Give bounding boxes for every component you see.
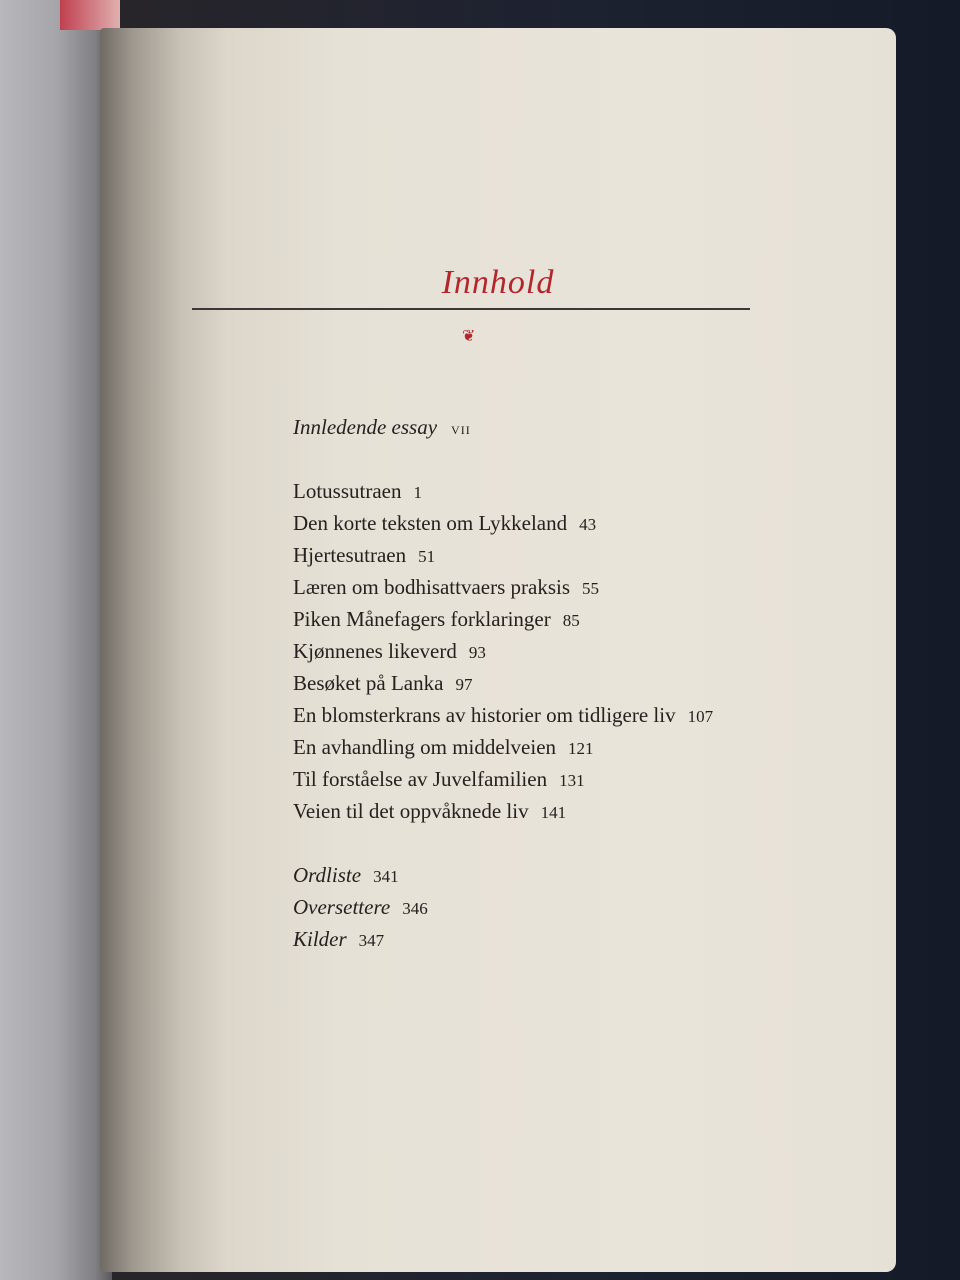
toc-page: 131: [559, 771, 585, 790]
toc-title: Veien til det oppvåknede liv: [293, 799, 529, 823]
toc-entry: [293, 667, 713, 699]
toc-entry: [293, 507, 713, 539]
toc-title: En avhandling om middelveien: [293, 735, 557, 759]
toc-page: 341: [373, 867, 399, 886]
toc-entry: [293, 923, 713, 955]
toc-title: Ordliste: [293, 863, 362, 887]
toc-entry: [293, 635, 713, 667]
toc-page: 141: [540, 803, 567, 822]
toc-page: 51: [418, 547, 436, 566]
toc-title: Kjønnenes likeverd: [293, 639, 457, 663]
toc-title: Piken Månefagers forklaringer: [293, 607, 551, 631]
toc-entry: [293, 795, 713, 827]
toc-title: Læren om bodhisattvaers praksis: [293, 575, 571, 599]
toc-entry: [293, 699, 713, 731]
toc-entry: [293, 475, 713, 507]
page-title: Innhold: [441, 264, 555, 301]
toc-entry: [293, 763, 713, 795]
toc-entry: [293, 731, 713, 763]
toc-page: 1: [413, 483, 422, 502]
toc-title: Til forståelse av Juvelfamilien: [293, 767, 548, 791]
toc-page: 107: [687, 707, 714, 726]
toc-entry: [293, 859, 713, 891]
table-of-contents: [293, 411, 713, 955]
toc-page: 55: [582, 579, 600, 598]
toc-title: Hjertesutraen: [293, 543, 407, 567]
toc-intro: [293, 411, 713, 443]
toc-page: vii: [451, 419, 471, 438]
left-page: [0, 0, 112, 1280]
toc-entry: [293, 891, 713, 923]
toc-title: Kilder: [293, 927, 347, 951]
toc-title: Oversettere: [293, 895, 391, 919]
book-page: [100, 28, 896, 1272]
ornament-icon: ❦: [462, 326, 476, 345]
toc-title: Innledende essay: [293, 415, 438, 439]
bookmark-ribbon: [60, 0, 120, 30]
title-rule: [192, 308, 750, 310]
toc-title: Besøket på Lanka: [293, 671, 444, 695]
toc-page: 43: [579, 515, 597, 534]
toc-page: 121: [568, 739, 594, 758]
toc-page: 93: [468, 643, 486, 662]
toc-page: 346: [402, 899, 428, 918]
toc-title: Den korte teksten om Lykkeland: [293, 511, 568, 535]
toc-page: 85: [562, 611, 580, 630]
toc-entry: [293, 571, 713, 603]
toc-page: 97: [455, 675, 473, 694]
toc-page: 347: [358, 931, 385, 950]
toc-entry: [293, 539, 713, 571]
toc-title: En blomsterkrans av historier om tidligere liv: [293, 703, 676, 727]
toc-entry: [293, 603, 713, 635]
toc-title: Lotussutraen: [293, 479, 402, 503]
